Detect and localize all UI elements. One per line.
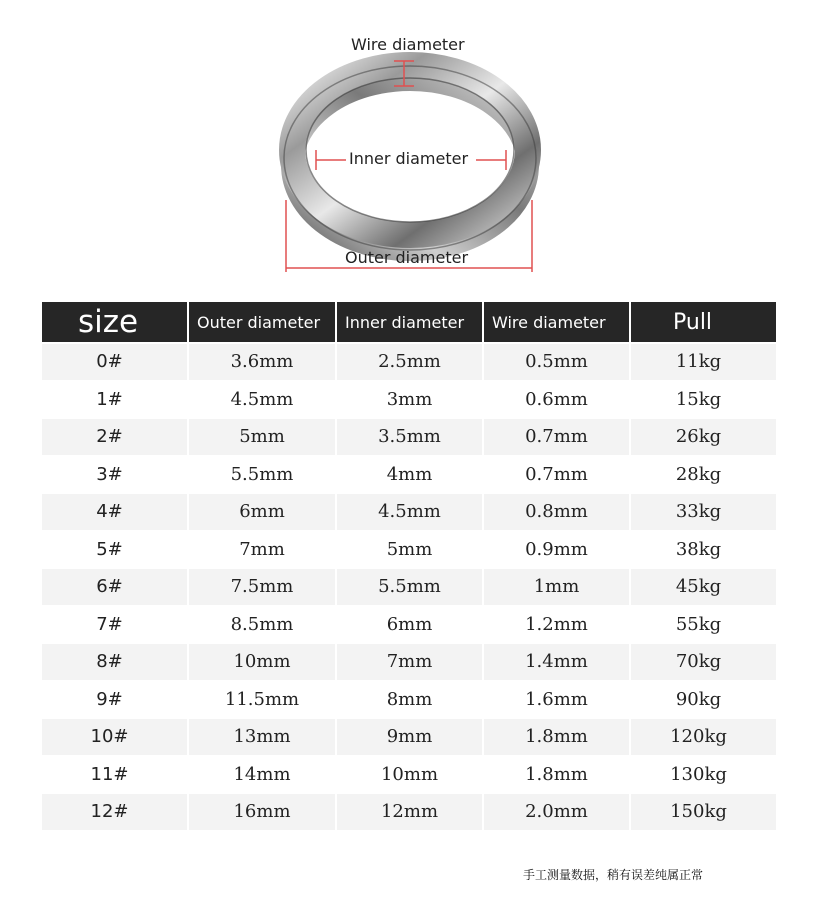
cell-pull: 28kg xyxy=(631,457,776,493)
table-row xyxy=(42,794,776,830)
header-wire-diameter: Wire diameter xyxy=(484,302,629,342)
cell-wire: 0.5mm xyxy=(484,344,629,380)
cell-pull: 45kg xyxy=(631,569,776,605)
cell-size: 10# xyxy=(42,719,187,755)
cell-wire: 1.8mm xyxy=(484,719,629,755)
cell-pull: 15kg xyxy=(631,382,776,418)
cell-outer: 13mm xyxy=(189,719,335,755)
cell-wire: 1.6mm xyxy=(484,682,629,718)
cell-outer: 14mm xyxy=(189,757,335,793)
cell-size: 3# xyxy=(42,457,187,493)
cell-inner: 3mm xyxy=(337,382,482,418)
cell-size: 12# xyxy=(42,794,187,830)
cell-size: 11# xyxy=(42,757,187,793)
cell-size: 6# xyxy=(42,569,187,605)
cell-wire: 1mm xyxy=(484,569,629,605)
cell-pull: 55kg xyxy=(631,607,776,643)
table-row xyxy=(42,382,776,418)
cell-outer: 11.5mm xyxy=(189,682,335,718)
table-row xyxy=(42,644,776,680)
cell-inner: 2.5mm xyxy=(337,344,482,380)
cell-wire: 0.6mm xyxy=(484,382,629,418)
cell-inner: 4mm xyxy=(337,457,482,493)
cell-wire: 1.4mm xyxy=(484,644,629,680)
measurement-footnote: 手工测量数据，稍有误差纯属正常 xyxy=(523,868,704,882)
cell-outer: 3.6mm xyxy=(189,344,335,380)
cell-pull: 33kg xyxy=(631,494,776,530)
cell-outer: 6mm xyxy=(189,494,335,530)
cell-wire: 2.0mm xyxy=(484,794,629,830)
table-row xyxy=(42,344,776,380)
cell-wire: 0.7mm xyxy=(484,419,629,455)
cell-wire: 0.9mm xyxy=(484,532,629,568)
cell-pull: 70kg xyxy=(631,644,776,680)
cell-inner: 6mm xyxy=(337,607,482,643)
cell-outer: 7.5mm xyxy=(189,569,335,605)
table-row xyxy=(42,757,776,793)
cell-pull: 150kg xyxy=(631,794,776,830)
cell-wire: 0.7mm xyxy=(484,457,629,493)
cell-inner: 7mm xyxy=(337,644,482,680)
cell-pull: 130kg xyxy=(631,757,776,793)
cell-size: 8# xyxy=(42,644,187,680)
cell-size: 5# xyxy=(42,532,187,568)
cell-inner: 5.5mm xyxy=(337,569,482,605)
cell-wire: 1.8mm xyxy=(484,757,629,793)
cell-inner: 12mm xyxy=(337,794,482,830)
header-inner-diameter: Inner diameter xyxy=(337,302,482,342)
size-spec-table xyxy=(40,300,778,832)
cell-pull: 26kg xyxy=(631,419,776,455)
cell-outer: 8.5mm xyxy=(189,607,335,643)
table-header-row xyxy=(42,302,776,342)
table-row xyxy=(42,719,776,755)
cell-size: 1# xyxy=(42,382,187,418)
cell-pull: 120kg xyxy=(631,719,776,755)
cell-outer: 16mm xyxy=(189,794,335,830)
cell-pull: 90kg xyxy=(631,682,776,718)
table-row xyxy=(42,419,776,455)
header-size: size xyxy=(42,302,187,342)
table-row xyxy=(42,607,776,643)
cell-outer: 7mm xyxy=(189,532,335,568)
inner-diameter-label: Inner diameter xyxy=(349,149,469,168)
cell-size: 9# xyxy=(42,682,187,718)
cell-inner: 10mm xyxy=(337,757,482,793)
cell-size: 2# xyxy=(42,419,187,455)
cell-inner: 9mm xyxy=(337,719,482,755)
table-row xyxy=(42,532,776,568)
cell-size: 0# xyxy=(42,344,187,380)
cell-pull: 38kg xyxy=(631,532,776,568)
cell-pull: 11kg xyxy=(631,344,776,380)
cell-wire: 1.2mm xyxy=(484,607,629,643)
cell-inner: 3.5mm xyxy=(337,419,482,455)
cell-inner: 5mm xyxy=(337,532,482,568)
cell-outer: 10mm xyxy=(189,644,335,680)
outer-diameter-label: Outer diameter xyxy=(345,248,469,267)
table-row xyxy=(42,682,776,718)
cell-size: 4# xyxy=(42,494,187,530)
cell-inner: 4.5mm xyxy=(337,494,482,530)
cell-outer: 5.5mm xyxy=(189,457,335,493)
cell-inner: 8mm xyxy=(337,682,482,718)
cell-size: 7# xyxy=(42,607,187,643)
header-pull: Pull xyxy=(631,302,776,342)
split-ring-diagram xyxy=(0,0,820,290)
table-row xyxy=(42,457,776,493)
wire-diameter-label: Wire diameter xyxy=(351,35,465,54)
header-outer-diameter: Outer diameter xyxy=(189,302,335,342)
table-row xyxy=(42,569,776,605)
cell-wire: 0.8mm xyxy=(484,494,629,530)
cell-outer: 4.5mm xyxy=(189,382,335,418)
cell-outer: 5mm xyxy=(189,419,335,455)
table-row xyxy=(42,494,776,530)
